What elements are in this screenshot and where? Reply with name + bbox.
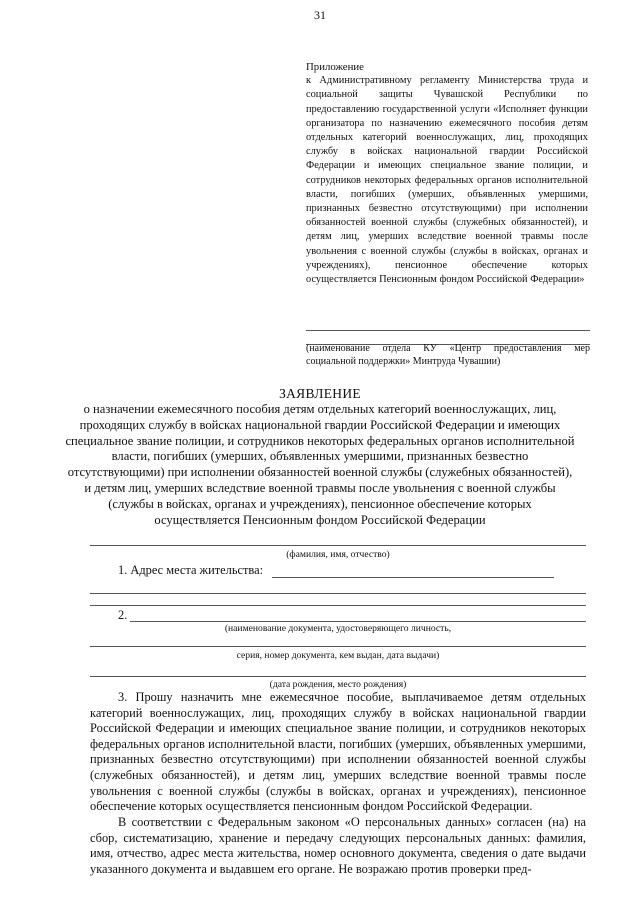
series-input-line[interactable] xyxy=(90,646,586,647)
paragraph-4 xyxy=(90,815,586,877)
fio-input-line[interactable] xyxy=(90,545,586,546)
birth-caption: (дата рождения, место рождения) xyxy=(269,679,407,690)
birth-input-line[interactable] xyxy=(90,676,586,677)
page-number: 31 xyxy=(314,8,326,22)
appendix-block xyxy=(306,60,588,287)
item2-label: 2. xyxy=(118,608,128,622)
document-subtitle: о назначении ежемесячного пособия детям отдельных категорий военнослужащих, лиц, проходящих службу в войсках национальной гвардии Российской Федерации и имеющих специальное звание полиции, и сотрудников некоторых федеральных органов исполнительной власти, погибших (умерших, объявленных умершими, признанных безвестно отсутствующими) при исполнении обязанностей военной службы (служебных обязанностей), и детям лиц, умерших вследствие военной травмы после увольнения с военной службы (службы в войсках, органах и учреждениях), пенсионное обеспечение которых осуществляется Пенсионным фондом Российской Федерации xyxy=(65,402,575,527)
paragraph-3-text: 3. Прошу назначить мне ежемесячное пособие, выплачиваемое детям отдельных категорий военнослужащих, лиц, проходящих службу в войсках национальной гвардии Российской Федерации и имеющих специальное звание полиции, и сотрудников некоторых федеральных органов исполнительной власти, погибших (умерших, объявленных умершими, признанных безвестно отсутствующими) при исполнении обязанностей военной службы (служебных обязанностей), и детям лиц, умерших вследствие военной травмы после увольнения с военной службы (службы в войсках, органах и учреждениях), пенсионное обеспечение которых осуществляется пенсионным фондом Российской Федерации. xyxy=(90,690,586,814)
department-input-line[interactable] xyxy=(306,330,590,331)
address-input-line-2[interactable] xyxy=(90,593,586,594)
paragraph-3 xyxy=(90,690,586,815)
fio-caption: (фамилия, имя, отчество) xyxy=(286,549,390,560)
document-heading: ЗАЯВЛЕНИЕ xyxy=(279,386,361,401)
address-label: 1. Адрес места жительства: xyxy=(118,563,264,577)
paragraph-4-text: В соответствии с Федеральным законом «О персональных данных» согласен (на) на сбор, систематизацию, хранение и передачу следующих персональных данных: фамилия, имя, отчество, адрес места жительства, номер основного документа, сведения о дате выдачи указанного документа и выдавшем его органе. Не возражаю против проверки пред- xyxy=(90,815,586,876)
address-input-line-3[interactable] xyxy=(90,605,586,606)
appendix-text: к Административному регламенту Министерства труда и социальной защиты Чувашской Республики по предоставлению государственной услуги «Исполняет функции организатора по назначению ежемесячного пособия детям отдельных категорий военнослужащих, лиц, проходящих службу в войсках национальной гвардии Российской Федерации и имеющих специальное звание полиции, и сотрудников некоторых федеральных органов исполнительной власти, погибших (умерших, объявленных умершими, признанных безвестно отсутствующими) при исполнении обязанностей военной службы (служебных обязанностей), и детям лиц, умерших вследствие военной травмы после увольнения с военной службы (службы в войсках, органах и учреждениях), пенсионное обеспечение которых осуществляется Пенсионным фондом Российской Федерации» xyxy=(306,75,588,286)
address-input-line[interactable] xyxy=(272,577,554,578)
appendix-title: Приложение xyxy=(306,61,364,73)
series-caption: серия, номер документа, кем выдан, дата выдачи) xyxy=(236,650,440,661)
department-caption: (наименование отдела КУ «Центр предоставления мер социальной поддержки» Минтруда Чувашии) xyxy=(306,343,590,367)
document-input-line[interactable] xyxy=(130,621,586,622)
document-caption: (наименование документа, удостоверяющего личность, xyxy=(224,623,452,634)
